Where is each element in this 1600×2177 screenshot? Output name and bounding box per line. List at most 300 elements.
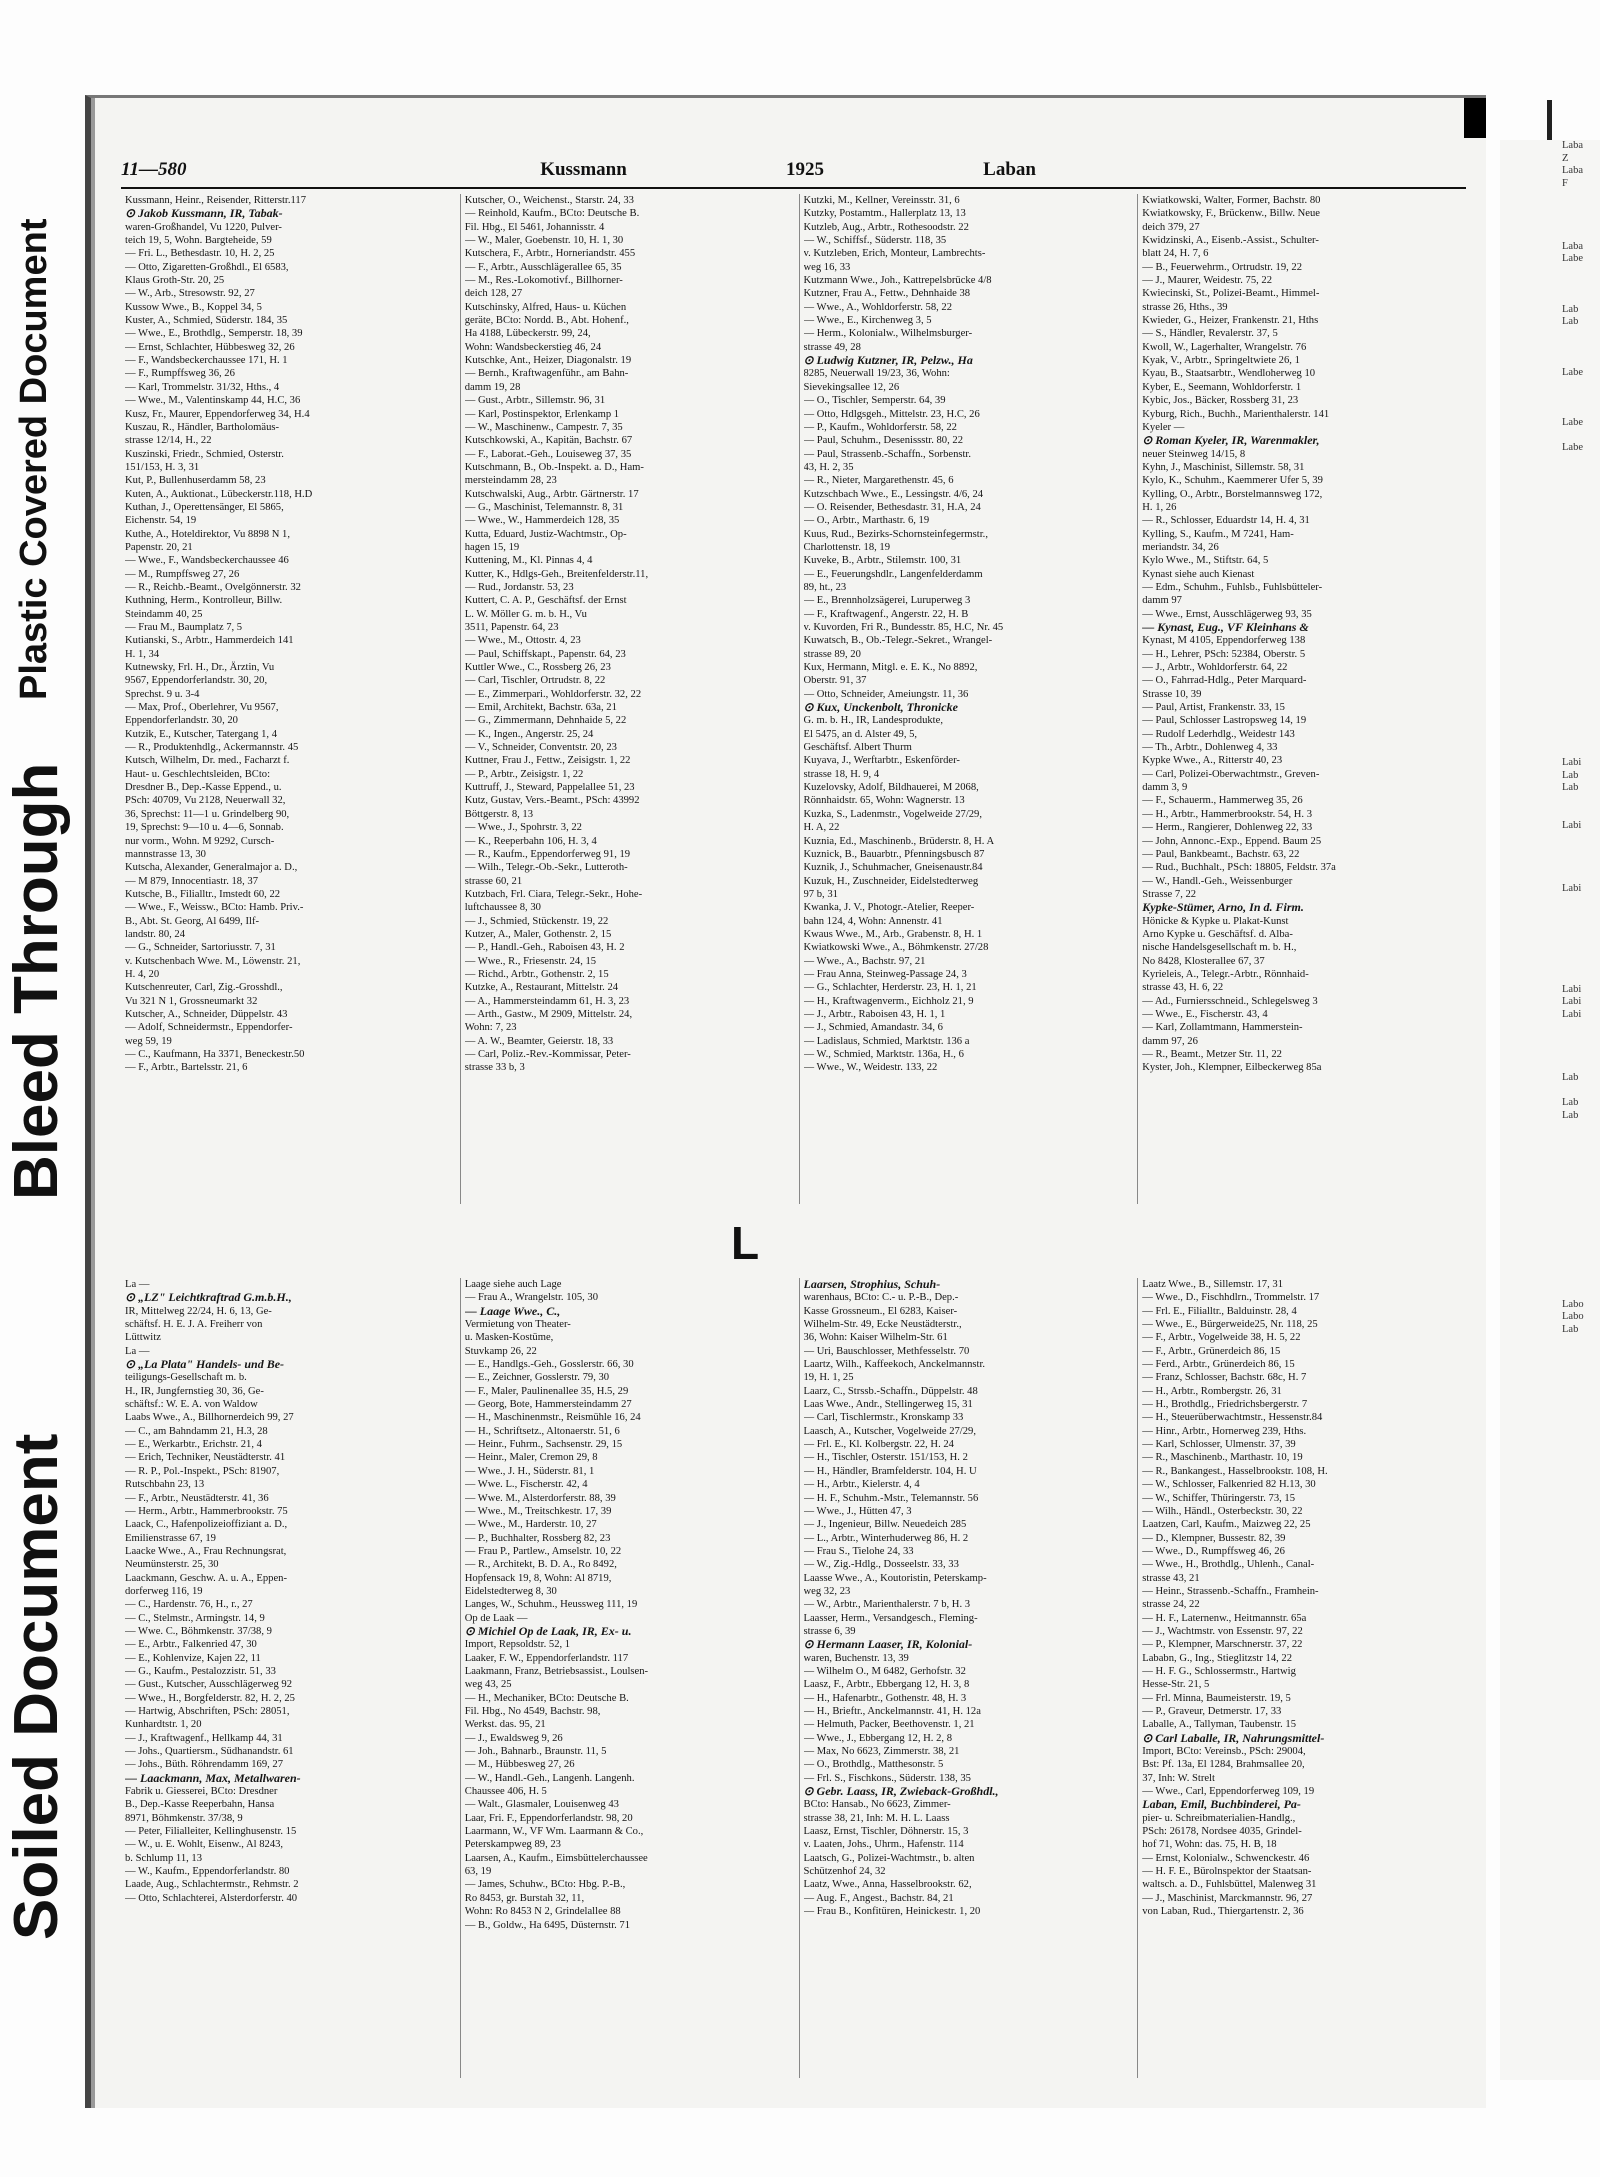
directory-entry: damm 3, 9 (1142, 782, 1188, 794)
directory-entry: — Paul, Schuhm., Desenissstr. 80, 22 (803, 435, 963, 447)
directory-entry: weg 43, 25 (464, 1679, 512, 1691)
directory-entry: — Frau M., Baumplatz 7, 5 (125, 622, 243, 633)
directory-entry: — Wilh., Telegr.-Ob.-Sekr., Lutteroth- (464, 862, 628, 874)
directory-entry: Laack, C., Hafenpolizeioffiziant a. D., (125, 1519, 288, 1531)
directory-entry: — Ad., Furniersschneid., Schlegelsweg 3 (1142, 995, 1318, 1007)
next-page-line: Lab (1562, 782, 1579, 794)
directory-entry: Laade, Aug., Schlachtermstr., Rehmstr. 2 (125, 1879, 299, 1891)
directory-entry: Kuveke, B., Arbtr., Stilemstr. 100, 31 (803, 555, 962, 567)
directory-entry: — A., Hammersteindamm 61, H. 3, 23 (464, 995, 630, 1007)
directory-entry: Kuttert, C. A. P., Geschäftsf. der Ernst (464, 595, 627, 607)
directory-entry: — Laage Wwe., C., (464, 1304, 561, 1318)
directory-entry: Laatsch, G., Polizei-Wachtmstr., b. alten (803, 1852, 975, 1864)
directory-column (799, 194, 1128, 1204)
directory-entry: — Wwe., A., Bachstr. 97, 21 (803, 955, 926, 967)
directory-entry: — W., Handl.-Geh., Langenh. Langenh. (464, 1772, 635, 1784)
next-page-line: Labo (1562, 1298, 1584, 1310)
directory-entry: — Wwe., H., Borgfelderstr. 82, H. 2, 25 (125, 1692, 295, 1704)
directory-entry: — Fri. L., Bethesdastr. 10, H. 2, 25 (125, 248, 275, 260)
directory-entry: — Otto, Schlachterei, Alsterdorferstr. 40 (125, 1892, 298, 1904)
directory-entry: — Wwe., E., Kirchenweg 3, 5 (803, 315, 932, 327)
directory-entry: Kutzmann Wwe., Joh., Kattrepelsbrücke 4/8 (803, 275, 992, 287)
directory-entry: — Wwe., A., Wohldorferstr. 58, 22 (803, 301, 953, 313)
next-page-line (1500, 291, 1600, 304)
directory-entry: — Rud., Jordanstr. 53, 23 (464, 581, 574, 593)
directory-entry: — H., Lehrer, PSch: 52384, Oberstr. 5 (1142, 648, 1306, 660)
directory-entry: — P., Graveur, Detmerstr. 17, 33 (1142, 1706, 1282, 1717)
directory-entry: Kut, P., Bullenhuserdamm 58, 23 (125, 475, 266, 487)
directory-entry: pier- u. Schreibmaterialien-Handlg., (1142, 1812, 1296, 1824)
directory-entry: Kutschinsky, Alfred, Haus- u. Küchen (464, 301, 627, 313)
directory-entry: — Frau Anna, Steinweg-Passage 24, 3 (803, 968, 967, 980)
directory-entry: B., Abt. St. Georg, Al 6499, Ilf- (125, 915, 259, 927)
directory-entry: — M., Hübbesweg 27, 26 (464, 1759, 575, 1771)
directory-entry: — H. F. E., Bürolnspektor der Staatsan- (1142, 1866, 1312, 1878)
next-page-line (1500, 1248, 1600, 1261)
directory-entry: Geschäftsf. Albert Thurm (803, 742, 912, 754)
directory-entry: Laasch, A., Kutscher, Vogelweide 27/29, (803, 1425, 976, 1437)
directory-entry: — H., Händler, Bramfelderstr. 104, H. U (803, 1465, 977, 1477)
directory-entry: waltsch. a. D., Fuhlsbüttel, Malenweg 31 (1142, 1879, 1317, 1891)
directory-entry: — W., Arbtr., Marienthalerstr. 7 b, H. 3 (803, 1599, 971, 1611)
next-page-line (1500, 694, 1600, 707)
directory-entry: Kuus, Rud., Bezirks-Schornsteinfegermstr., (803, 528, 988, 540)
directory-entry: Kutz, Gustav, Vers.-Beamt., PSch: 43992 (464, 795, 640, 807)
directory-entry: BCto: Hansab., No 6623, Zimmer- (803, 1799, 951, 1811)
next-page-line (1500, 505, 1600, 518)
directory-entry: H. A, 22 (803, 822, 840, 834)
directory-entry: — Carl, Tischlermstr., Kronskamp 33 (803, 1412, 964, 1424)
directory-entry: blatt 24, H. 7, 6 (1142, 248, 1209, 260)
directory-entry: — Paul, Schlosser Lastropsweg 14, 19 (1142, 715, 1307, 727)
next-page-line (1500, 1198, 1600, 1211)
directory-entry: strasse 60, 21 (464, 875, 523, 887)
directory-entry: — Max, No 6623, Zimmerstr. 38, 21 (803, 1746, 960, 1758)
next-page-line (1500, 732, 1600, 745)
directory-entry: Kuznia, Ed., Maschinenb., Brüderstr. 8, H. A (803, 835, 995, 847)
directory-entry: Kypke-Stümer, Arno, In d. Firm. (1142, 901, 1304, 915)
directory-entry: — O., Arbtr., Marthastr. 6, 19 (803, 515, 930, 527)
directory-entry: 63, 19 (464, 1866, 492, 1878)
next-page-line (1500, 493, 1600, 506)
directory-entry: — J., Schmied, Amandastr. 34, 6 (803, 1022, 943, 1034)
directory-entry: Kyburg, Rich., Buchh., Marienthalerstr. 141 (1142, 408, 1330, 420)
directory-entry: — K., Ingen., Angerstr. 25, 24 (464, 728, 594, 740)
directory-entry: Kybic, Jos., Bäcker, Rossberg 31, 23 (1142, 395, 1299, 407)
directory-entry: — O. Reisender, Bethesdastr. 31, H.A, 24 (803, 501, 981, 513)
directory-entry: — Bernh., Kraftwagenführ., am Bahn- (464, 368, 629, 380)
directory-entry: — James, Schuhw., BCto: Hbg. P.-B., (464, 1879, 626, 1891)
next-page-line (1500, 467, 1600, 480)
directory-entry: Peterskampweg 89, 23 (464, 1839, 561, 1851)
directory-entry: 151/153, H. 3, 31 (125, 461, 200, 473)
directory-entry: — Helmuth, Packer, Beethovenstr. 1, 21 (803, 1719, 975, 1731)
directory-entry: — E., Arbtr., Falkenried 47, 30 (125, 1639, 257, 1651)
directory-entry: v. Kutschenbach Wwe. M., Löwenstr. 21, (125, 955, 301, 967)
directory-entry: — Hinr., Arbtr., Hornerweg 239, Hths. (1142, 1425, 1307, 1437)
next-page-line: Lab (1562, 1323, 1579, 1335)
directory-entry: weg 16, 33 (803, 261, 851, 273)
directory-entry: — Edm., Schuhm., Fuhlsb., Fuhlsbütteler- (1142, 581, 1323, 593)
next-page-line (1500, 455, 1600, 468)
next-page-line (1500, 1223, 1600, 1236)
directory-entry: — Uri, Bauschlosser, Methfesselstr. 70 (803, 1345, 970, 1357)
directory-entry: — H. F., Laternenw., Heitmannstr. 65a (1142, 1612, 1307, 1624)
directory-entry: Kutzki, M., Kellner, Vereinsstr. 31, 6 (803, 195, 960, 206)
next-page-line: Z (1562, 152, 1569, 164)
next-page-line (1500, 1286, 1600, 1299)
directory-entry: von Laban, Rud., Thiergartenstr. 2, 36 (1142, 1906, 1304, 1918)
directory-entry: Laballe, A., Tallyman, Taubenstr. 15 (1142, 1719, 1297, 1731)
directory-entry: — Wwe., M., Ottostr. 4, 23 (464, 635, 581, 647)
directory-entry: Haut- u. Geschlechtsleiden, BCto: (125, 768, 271, 780)
directory-entry: warenhaus, BCto: C.- u. P.-B., Dep.- (803, 1292, 959, 1304)
next-page-line (1500, 745, 1600, 758)
directory-entry: — Otto, Hdlgsgeh., Mittelstr. 23, H.C, 26 (803, 408, 980, 420)
directory-entry: Kwiatkowski Wwe., A., Böhmkenstr. 27/28 (803, 942, 989, 954)
directory-entry: 89, ht., 23 (803, 581, 847, 593)
next-page-line (1500, 518, 1600, 531)
next-page-line: Labi (1562, 983, 1582, 995)
directory-entry: Laage siehe auch Lage (464, 1279, 562, 1290)
directory-entry: — Wwe., D., Rumpffsweg 46, 26 (1142, 1545, 1285, 1557)
directory-column (460, 194, 789, 1204)
directory-entry: Steindamm 40, 25 (125, 608, 203, 620)
directory-entry: — M., Rumpffsweg 27, 26 (125, 568, 240, 580)
directory-entry: ⊙ Michiel Op de Laak, IR, Ex- u. (464, 1624, 632, 1638)
directory-entry: Kuyava, J., Werftarbtr., Eskenförder- (803, 755, 960, 767)
directory-entry: strasse 43, H. 6, 22 (1142, 982, 1224, 994)
directory-entry: Fabrik u. Giesserei, BCto: Dresdner (125, 1786, 278, 1798)
directory-entry: — W., Schiffsf., Süderstr. 118, 35 (803, 235, 947, 247)
section-letter: L (731, 1217, 760, 1269)
directory-entry: — Wwe. L., Fischerstr. 42, 4 (464, 1479, 588, 1491)
next-page-line: Labe (1562, 417, 1583, 429)
directory-entry: Hönicke & Kypke u. Plakat-Kunst (1142, 915, 1289, 927)
next-page-line (1500, 1148, 1600, 1161)
directory-entry: — G., Kaufm., Pestalozzistr. 51, 33 (125, 1665, 276, 1677)
directory-entry: — Wilh., Händl., Osterbeckstr. 30, 22 (1142, 1505, 1303, 1517)
directory-entry: hagen 15, 19 (464, 541, 520, 553)
directory-entry: — J., Maschinist, Marckmannstr. 96, 27 (1142, 1892, 1313, 1904)
directory-entry: 97 b, 31 (803, 888, 838, 900)
directory-entry: 8971, Böhmkenstr. 37/38, 9 (125, 1812, 243, 1824)
next-page-line: Labe (1562, 253, 1583, 265)
directory-entry: Import, Repsoldstr. 52, 1 (464, 1639, 571, 1651)
directory-entry: Arno Kypke u. Geschäftsf. d. Alba- (1142, 928, 1293, 940)
next-page-line (1500, 329, 1600, 342)
directory-entry: — H., Brieftr., Anckelmannstr. 41, H. 12a (803, 1706, 981, 1717)
directory-entry: — W., Schiffer, Thüringerstr. 73, 15 (1142, 1492, 1296, 1504)
next-page-line (1500, 1236, 1600, 1249)
directory-entry: Kynast, M 4105, Eppendorferweg 138 (1142, 635, 1306, 647)
next-page-line: Labe (1562, 442, 1583, 454)
directory-entry: — J., Ewaldsweg 9, 26 (464, 1732, 563, 1744)
directory-entry: damm 19, 28 (464, 381, 521, 393)
next-page-line: Labi (1562, 1008, 1582, 1020)
directory-entry: 8285, Neuerwall 19/23, 36, Wohn: (803, 368, 950, 380)
directory-entry: Fil. Hbg., El 5461, Johannisstr. 4 (464, 221, 605, 233)
directory-entry: 9567, Eppendorferlandstr. 30, 20, (125, 675, 268, 687)
next-page-line (1500, 1059, 1600, 1072)
next-page-line (1500, 530, 1600, 543)
directory-entry: Kutta, Eduard, Justiz-Wachtmstr., Op- (464, 528, 627, 540)
directory-entry: — R., Beamt., Metzer Str. 11, 22 (1142, 1049, 1282, 1060)
directory-entry: — H., Kraftwagenverm., Eichholz 21, 9 (803, 995, 974, 1007)
directory-entry: — Reinhold, Kaufm., BCto: Deutsche B. (464, 208, 640, 220)
directory-entry: ⊙ „La Plata" Handels- und Be- (125, 1358, 285, 1372)
directory-entry: schäftsf.: W. E. A. von Waldow (125, 1399, 258, 1411)
directory-entry: Fil. Hbg., No 4549, Bachstr. 98, (464, 1706, 601, 1717)
directory-column (460, 1278, 789, 2078)
next-page-line (1500, 921, 1600, 934)
directory-entry: — Wwe., E., Bürgerweide25, Nr. 118, 25 (1142, 1319, 1318, 1331)
directory-entry: Langes, W., Schuhm., Heussweg 111, 19 (464, 1599, 638, 1611)
directory-entry: — P., Handl.-Geh., Raboisen 43, H. 2 (464, 942, 625, 954)
directory-entry: Laacke Wwe., A., Frau Rechnungsrat, (125, 1545, 287, 1557)
directory-entry: PSch: 40709, Vu 2128, Neuerwall 32, (125, 795, 286, 807)
directory-entry: Kuster, A., Schmied, Süderstr. 184, 35 (125, 315, 288, 327)
directory-entry: — John, Annonc.-Exp., Eppend. Baum 25 (1142, 835, 1322, 847)
directory-entry: Kuszau, R., Händler, Bartholomäus- (125, 421, 280, 433)
directory-entry: — F., Kraftwagenf., Angerstr. 22, H. B (803, 608, 969, 620)
directory-entry: H. 1, 26 (1142, 501, 1177, 513)
directory-entry: geräte, BCto: Nordd. B., Abt. Hohenf., (464, 315, 629, 327)
directory-entry: — Richd., Arbtr., Gothenstr. 2, 15 (464, 968, 609, 980)
directory-entry: Laaker, F. W., Eppendorferlandstr. 117 (464, 1652, 629, 1664)
directory-entry: Kutsche, B., Filialltr., Imstedt 60, 22 (125, 888, 281, 900)
next-page-line (1500, 644, 1600, 657)
directory-entry: — W., Schmied, Marktstr. 136a, H., 6 (803, 1049, 964, 1060)
directory-entry: schäftsf. H. E. J. A. Freiherr von (125, 1319, 263, 1331)
directory-entry: — J., Schmied, Stückenstr. 19, 22 (464, 915, 609, 927)
next-page-line (1500, 190, 1600, 203)
directory-entry: Laarsen, Strophius, Schuh- (803, 1278, 941, 1291)
directory-entry: Schützenhof 24, 32 (803, 1866, 886, 1878)
directory-entry: — O., Brothdlg., Matthesonstr. 5 (803, 1759, 944, 1771)
next-page-line (1500, 606, 1600, 619)
next-page-line (1500, 342, 1600, 355)
next-page-line (1500, 593, 1600, 606)
directory-entry: teich 19, 5, Wohn. Bargteheide, 59 (125, 235, 272, 247)
next-page-line (1500, 833, 1600, 846)
directory-entry: — W., Arb., Stresowstr. 92, 27 (125, 288, 255, 300)
directory-entry: mannstrasse 13, 30 (125, 848, 206, 860)
next-page-line: Labo (1562, 1311, 1584, 1323)
directory-entry: — R., Maschinenb., Marthastr. 10, 19 (1142, 1452, 1303, 1464)
directory-entry: — M 879, Innocentiastr. 18, 37 (125, 875, 258, 887)
directory-entry: — Joh., Bahnarb., Braunstr. 11, 5 (464, 1746, 607, 1758)
directory-entry: — Rud., Buchhalt., PSch: 18805, Feldstr. 37a (1142, 862, 1336, 874)
directory-entry: Kuttler Wwe., C., Rossberg 26, 23 (464, 662, 611, 674)
scan-edge-mark (1464, 98, 1486, 138)
directory-entry: — J., Kraftwagenf., Hellkamp 44, 31 (125, 1732, 283, 1744)
directory-entry: — Wwe., Carl, Eppendorferweg 109, 19 (1142, 1786, 1315, 1798)
directory-entry: — H., Arbtr., Rombergstr. 26, 31 (1142, 1385, 1282, 1397)
directory-entry: ⊙ Hermann Laaser, IR, Kolonial- (803, 1638, 973, 1652)
directory-entry: Laasz, F., Arbtr., Ebbergang 12, H. 3, 8 (803, 1679, 970, 1691)
directory-entry: — Georg, Bote, Hammersteindamm 27 (464, 1399, 632, 1411)
directory-entry: — R., Produktenhdlg., Ackermannstr. 45 (125, 742, 299, 754)
directory-entry: strasse 24, 22 (1142, 1599, 1200, 1611)
directory-entry: — Paul, Artist, Frankenstr. 33, 15 (1142, 702, 1285, 714)
directory-entry: Laar, Fri. F., Eppendorferlandstr. 98, 20 (464, 1812, 633, 1824)
directory-entry: Neumünsterstr. 25, 30 (125, 1559, 219, 1571)
directory-entry: — E., Brennholzsägerei, Luruperweg 3 (803, 595, 971, 607)
directory-entry: strasse 43, 21 (1142, 1572, 1200, 1584)
top-columns (121, 194, 1466, 1204)
bleed-through-label: Bleed Through (2, 762, 71, 1200)
directory-entry: Kuttner, Frau J., Fettw., Zeisigstr. 1, 22 (464, 755, 631, 767)
next-page-line (1500, 216, 1600, 229)
directory-entry: Kuthe, A., Hoteldirektor, Vu 8898 N 1, (125, 528, 290, 540)
directory-column (121, 194, 450, 1204)
directory-entry: — Frl. S., Fischkons., Süderstr. 138, 35 (803, 1772, 971, 1784)
directory-entry: Kutsch, Wilhelm, Dr. med., Facharzt f. (125, 755, 290, 767)
directory-entry: — W., Kaufm., Eppendorferlandstr. 80 (125, 1866, 290, 1878)
directory-entry: Kyeler — (1142, 421, 1185, 433)
directory-entry: Laabs Wwe., A., Billhornerdeich 99, 27 (125, 1412, 294, 1424)
directory-entry: — H. F. G., Schlossermstr., Hartwig (1142, 1665, 1296, 1677)
directory-entry: — Walt., Glasmaler, Louisenweg 43 (464, 1799, 619, 1811)
directory-entry: — Wwe., M., Treitschkestr. 17, 39 (464, 1505, 612, 1517)
directory-entry: — Hartwig, Abschriften, PSch: 28051, (125, 1706, 290, 1717)
directory-entry: — F., Schauerm., Hammerweg 35, 26 (1142, 795, 1303, 807)
directory-entry: strasse 6, 39 (803, 1625, 856, 1637)
directory-entry: Kutzleb, Aug., Arbtr., Rothesoodstr. 22 (803, 221, 969, 233)
directory-entry: meriandstr. 34, 26 (1142, 541, 1219, 553)
directory-entry: Kwiatkowski, Walter, Former, Bachstr. 80 (1142, 195, 1321, 206)
directory-entry: — F., Arbtr., Vogelweide 38, H. 5, 22 (1142, 1332, 1301, 1344)
next-page-line (1500, 719, 1600, 732)
directory-entry: B., Dep.-Kasse Reeperbahn, Hansa (125, 1799, 275, 1811)
directory-entry: — G., Schlachter, Herderstr. 23, H. 1, 21 (803, 982, 977, 994)
directory-entry: — Gust., Arbtr., Sillemstr. 96, 31 (464, 395, 606, 407)
directory-entry: — Rudolf Lederhdlg., Weidestr 143 (1142, 728, 1295, 740)
directory-entry: nur vorm., Wohn. M 9292, Cursch- (125, 835, 275, 847)
directory-entry: — Paul, Bankbeamt., Bachstr. 63, 22 (1142, 848, 1300, 860)
directory-entry: Kutzer, A., Maler, Gothenstr. 2, 15 (464, 928, 612, 940)
next-page-line (1500, 1085, 1600, 1098)
directory-entry: — Karl, Trommelstr. 31/32, Hths., 4 (125, 381, 280, 393)
directory-entry: Kuthning, Herm., Kontrolleur, Billw. (125, 595, 283, 607)
directory-entry: Vermietung von Theater- (464, 1319, 571, 1331)
directory-entry: — Wwe., M., Harderstr. 10, 27 (464, 1519, 597, 1531)
directory-entry: — H., Steuerüberwachtmstr., Hessenstr.84 (1142, 1412, 1323, 1424)
directory-entry: strasse 49, 28 (803, 341, 861, 353)
directory-entry: — Adolf, Schneidermstr., Eppendorfer- (125, 1022, 293, 1034)
next-page-line (1500, 807, 1600, 820)
directory-entry: Kutzner, Frau A., Fettw., Dehnhaide 38 (803, 288, 971, 300)
directory-entry: Kwoll, W., Lagerhalter, Wrangelstr. 76 (1142, 341, 1307, 353)
directory-entry: Kussmann, Heinr., Reisender, Ritterstr.117 (125, 195, 307, 206)
directory-entry: H. 1, 34 (125, 648, 160, 660)
directory-entry: — M., Res.-Lokomotivf., Billhorner- (464, 275, 623, 287)
next-page-line (1500, 795, 1600, 808)
directory-entry: — V., Schneider, Conventstr. 20, 23 (464, 742, 617, 754)
directory-entry: 36, Sprechst: 11—1 u. Grindelberg 90, (125, 808, 290, 820)
directory-entry: 43, H. 2, 35 (803, 461, 854, 473)
scanned-page (85, 95, 1486, 2108)
directory-entry: — G., Zimmermann, Dehnhaide 5, 22 (464, 715, 627, 727)
directory-entry: — Karl, Postinspektor, Erlenkamp 1 (464, 408, 620, 420)
directory-entry: — Th., Arbtr., Dohlenweg 4, 33 (1142, 742, 1278, 754)
directory-entry: 37, Inh: W. Strelt (1142, 1772, 1215, 1784)
directory-entry: 19, H. 1, 25 (803, 1372, 854, 1384)
directory-entry: v. Laaten, Johs., Uhrm., Hafenstr. 114 (803, 1839, 964, 1851)
directory-entry: Import, BCto: Vereinsb., PSch: 29004, (1142, 1746, 1306, 1758)
directory-entry: — P., Buchhalter, Rossberg 82, 23 (464, 1532, 611, 1544)
directory-entry: Kuznik, J., Schuhmacher, Gneisenaustr.84 (803, 862, 983, 874)
directory-entry: landstr. 80, 24 (125, 928, 186, 940)
directory-entry: hof 71, Wohn: das. 75, H. B, 18 (1142, 1839, 1277, 1851)
directory-column (1137, 194, 1466, 1204)
directory-entry: — H., Arbtr., Kielerstr. 4, 4 (803, 1479, 920, 1491)
directory-entry: — Johs., Quartiersm., Südhanandstr. 61 (125, 1746, 294, 1758)
directory-entry: bahn 124, 4, Wohn: Annenstr. 41 (803, 915, 943, 927)
directory-entry: dorferweg 116, 19 (125, 1585, 203, 1597)
directory-entry: Kutschke, Ant., Heizer, Diagonalstr. 19 (464, 355, 632, 367)
directory-entry: — Frl. E., Filialltr., Balduinstr. 28, 4 (1142, 1305, 1297, 1317)
directory-entry: — B., Goldw., Ha 6495, Düsternstr. 71 (464, 1919, 631, 1931)
directory-entry: — F., Arbtr., Neustädterstr. 41, 36 (125, 1492, 269, 1504)
directory-entry: 3511, Papenstr. 64, 23 (464, 622, 559, 633)
directory-entry: — Wwe., E., Brothdlg., Semperstr. 18, 39 (125, 328, 303, 340)
directory-entry: — Ernst, Schlachter, Hübbesweg 32, 26 (125, 341, 295, 353)
directory-entry: Kutschkowski, A., Kapitän, Bachstr. 67 (464, 435, 633, 447)
directory-entry: — Frl. Minna, Baumeisterstr. 19, 5 (1142, 1692, 1291, 1704)
directory-entry: Kutzschbach Wwe., E., Lessingstr. 4/6, 24 (803, 488, 984, 500)
directory-entry: — Frau S., Tielohe 24, 33 (803, 1545, 914, 1557)
directory-entry: Kuthan, J., Operettensänger, El 5865, (125, 501, 284, 513)
directory-entry: Kasse Grossneum., El 6283, Kaiser- (803, 1305, 958, 1317)
next-page-line: Labi (1562, 883, 1582, 895)
directory-entry: Kylo, K., Schuhm., Kaemmerer Ufer 5, 39 (1142, 475, 1323, 487)
directory-entry: — Herm., Arbtr., Hammerbrookstr. 75 (125, 1505, 288, 1517)
directory-entry: — C., Stelmstr., Armingstr. 14, 9 (125, 1612, 265, 1624)
directory-entry: — R., Kaufm., Eppendorferweg 91, 19 (464, 848, 631, 860)
directory-entry: Kylling, S., Kaufm., M 7241, Ham- (1142, 528, 1294, 540)
directory-entry: — Wwe. C., Böhmkenstr. 37/38, 9 (125, 1625, 272, 1637)
directory-entry: Kutnewsky, Frl. H., Dr., Ärztin, Vu (125, 662, 275, 674)
directory-entry: G. m. b. H., IR, Landesprodukte, (803, 715, 943, 727)
directory-entry: — B., Feuerwehrm., Ortrudstr. 19, 22 (1142, 261, 1303, 273)
directory-entry: — Frau P., Partlew., Amselstr. 10, 22 (464, 1545, 622, 1557)
directory-entry: mersteindamm 28, 23 (464, 475, 557, 487)
directory-entry: strasse 38, 21, Inh: M. H. L. Laass (803, 1812, 950, 1824)
directory-entry: Kutscha, Alexander, Generalmajor a. D., (125, 862, 298, 874)
directory-entry: ⊙ Jakob Kussmann, IR, Tabak- (125, 207, 283, 221)
next-page-line: Lab (1562, 1109, 1579, 1121)
directory-entry: Hopfensack 19, 8, Wohn: Al 8719, (464, 1572, 612, 1584)
directory-entry: — Wwe., W., Hammerdeich 128, 35 (464, 515, 620, 527)
directory-entry: Laban, Emil, Buchbinderei, Pa- (1142, 1798, 1301, 1812)
directory-entry: Kuszinski, Friedr., Schmied, Osterstr. (125, 448, 284, 460)
directory-entry: IR, Mittelweg 22/24, H. 6, 13, Ge- (125, 1305, 272, 1317)
directory-entry: Kutscher, O., Weichenst., Starstr. 24, 33 (464, 195, 634, 206)
directory-entry: strasse 33 b, 3 (464, 1062, 525, 1074)
directory-entry: Kuttening, M., Kl. Pinnas 4, 4 (464, 555, 593, 567)
directory-entry: — C., Kaufmann, Ha 3371, Beneckestr.50 (125, 1049, 305, 1060)
directory-entry: v. Kutzleben, Erich, Monteur, Lambrechts- (803, 248, 986, 260)
next-page-line (1500, 279, 1600, 292)
plastic-covered-label: Plastic Covered Document (13, 218, 55, 700)
directory-entry: — Wwe., E., Fischerstr. 43, 4 (1142, 1008, 1268, 1020)
directory-entry: Lüttwitz (125, 1332, 161, 1344)
next-page-line (1500, 354, 1600, 367)
next-page-line (1500, 1034, 1600, 1047)
directory-entry: ⊙ Carl Laballe, IR, Nahrungsmittel- (1142, 1731, 1325, 1745)
